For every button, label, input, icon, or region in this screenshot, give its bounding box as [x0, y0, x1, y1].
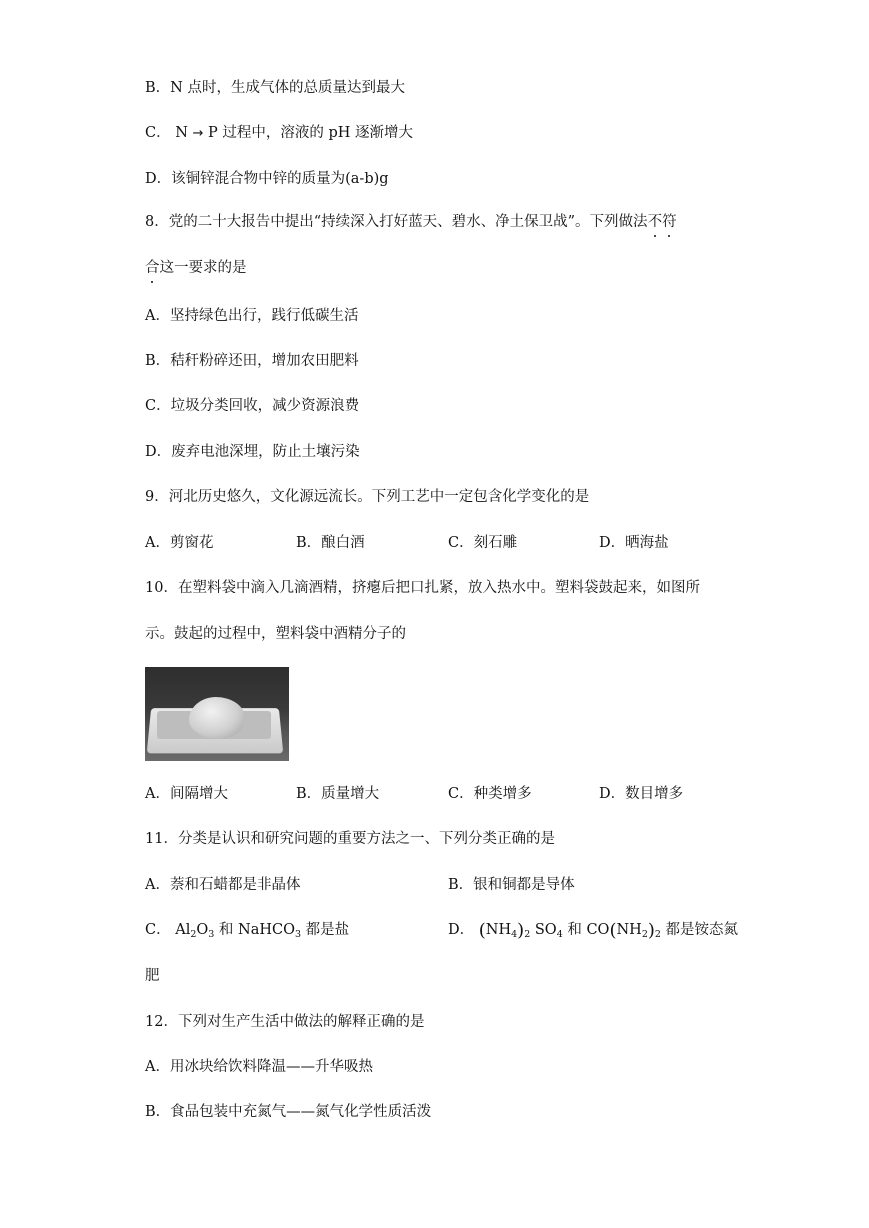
subscript: 4 [556, 929, 563, 940]
formula-nh: NH [485, 922, 512, 938]
conj: 和 [562, 922, 587, 938]
q8-option-c: C．垃圾分类回收，减少资源浪费 [145, 398, 360, 414]
line-q7-option-b: B．N 点时，生成气体的总质量达到最大 [145, 80, 405, 96]
q11-option-c [145, 920, 349, 940]
q11-option-d [448, 920, 738, 941]
subscript: 3 [295, 929, 302, 940]
q10-option-b: B．质量增大 [296, 786, 380, 802]
paren-right: ) [517, 920, 525, 941]
q7c-prefix: C． [145, 125, 171, 141]
right-arrow-icon: → [192, 126, 204, 141]
q11-option-a: A．萘和石蜡都是非晶体 [145, 877, 301, 893]
subscript: 4 [511, 929, 518, 940]
subscript: 2 [190, 929, 197, 940]
paren-left: ( [478, 920, 486, 941]
formula-o: O [196, 922, 209, 938]
q12-option-a: A．用冰块给饮料降温——升华吸热 [145, 1059, 373, 1075]
question-12-stem: 12．下列对生产生活中做法的解释正确的是 [145, 1014, 425, 1030]
q10-option-c: C．种类增多 [448, 786, 532, 802]
conj: 和 [214, 922, 239, 938]
q12-option-b: B．食品包装中充氮气——氮气化学性质活泼 [145, 1104, 432, 1120]
emphasis-dot-char: 不 [647, 214, 663, 230]
paren-left: ( [609, 920, 617, 941]
formula-al: Al [175, 922, 191, 938]
formula-nh2: NH [616, 922, 642, 938]
q11c-prefix: C． [145, 922, 171, 938]
inflated-bag-shape [189, 697, 245, 739]
q11c-rest: 都是盐 [301, 922, 350, 938]
line-q7-option-c [145, 123, 413, 144]
q10-option-d: D．数目增多 [599, 786, 684, 802]
emphasis-dot-char: 合 [145, 260, 160, 276]
emphasis-dot-char: 符 [662, 214, 677, 230]
q8-option-b: B．秸秆粉碎还田，增加农田肥料 [145, 353, 359, 369]
q7c-p: P [208, 125, 218, 141]
question-11-stem: 11．分类是认识和研究问题的重要方法之一、下列分类正确的是 [145, 831, 555, 847]
plastic-bag-photo [145, 667, 289, 761]
question-8-stem-cont [145, 258, 247, 278]
q11d-prefix: D． [448, 922, 475, 938]
subscript: 2 [641, 929, 648, 940]
q7c-n: N [175, 125, 188, 141]
subscript: 3 [208, 929, 215, 940]
q9-option-d: D．晒海盐 [599, 535, 669, 551]
subscript: 2 [654, 929, 661, 940]
question-10-stem-cont: 示。鼓起的过程中，塑料袋中酒精分子的 [145, 626, 406, 642]
q11d-rest: 都是铵态氮 [660, 922, 739, 938]
formula-so: SO [530, 922, 557, 938]
q8-stem-tail: 这一要求的是 [159, 260, 247, 276]
q10-option-a: A．间隔增大 [145, 786, 228, 802]
q8-option-a: A．坚持绿色出行，践行低碳生活 [145, 308, 359, 324]
q9-option-a: A．剪窗花 [145, 535, 214, 551]
q7c-rest: 过程中，溶液的 pH 逐渐增大 [222, 125, 414, 141]
q9-option-c: C．刻石雕 [448, 535, 518, 551]
q9-option-b: B．酿白酒 [296, 535, 365, 551]
question-10-stem: 10．在塑料袋中滴入几滴酒精，挤瘪后把口扎紧，放入热水中。塑料袋鼓起来，如图所 [145, 580, 700, 596]
q11-option-b: B．银和铜都是导体 [448, 877, 575, 893]
line-q7-option-d: D．该铜锌混合物中锌的质量为(a-b)g [145, 171, 389, 187]
formula-nahco: NaHCO [238, 922, 295, 938]
subscript: 2 [524, 929, 531, 940]
q8-stem-text: 8．党的二十大报告中提出“持续深入打好蓝天、碧水、净土保卫战”。下列做法 [145, 214, 648, 230]
q11-option-d-cont: 肥 [145, 968, 160, 984]
question-9-stem: 9．河北历史悠久，文化源远流长。下列工艺中一定包含化学变化的是 [145, 489, 590, 505]
paren-right: ) [647, 920, 655, 941]
formula-co: CO [586, 922, 610, 938]
question-8-stem [145, 212, 677, 232]
q8-option-d: D．废弃电池深埋，防止土壤污染 [145, 444, 360, 460]
